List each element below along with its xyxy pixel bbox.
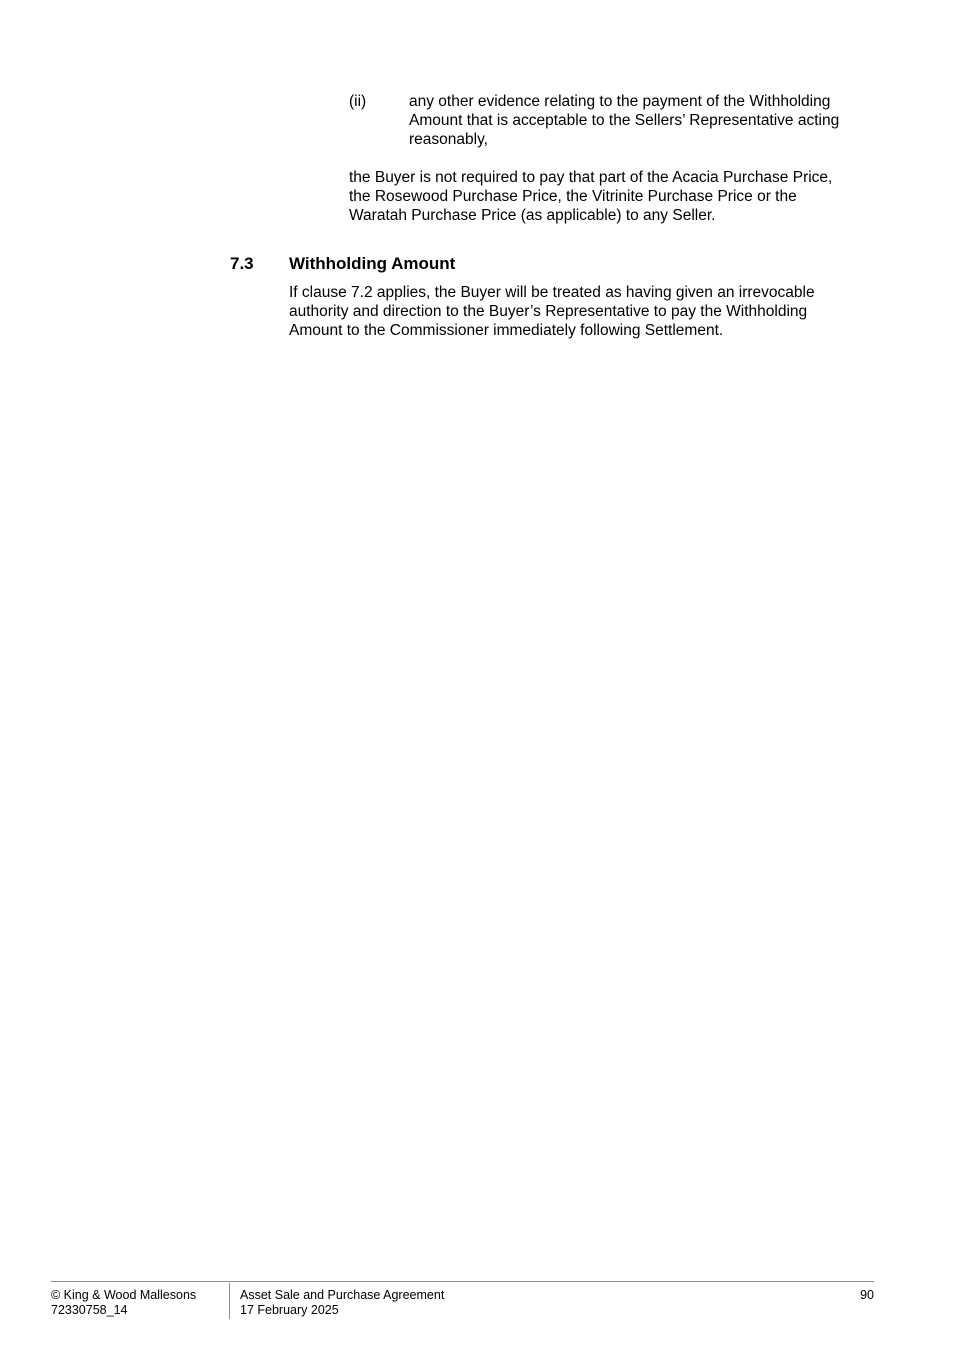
clause-body-line: Amount to the Commissioner immediately following Settlement. xyxy=(289,322,724,339)
clause-body xyxy=(289,283,869,340)
clause-number: 7.3 xyxy=(230,254,254,273)
footer-divider xyxy=(229,1283,230,1319)
clause-body-line: authority and direction to the Buyer’s Representative to pay the Withholding xyxy=(289,303,808,320)
sub-item-text xyxy=(409,92,879,149)
continuation-line: the Buyer is not required to pay that part of the Acacia Purchase Price, xyxy=(349,169,833,186)
sub-item-label: (ii) xyxy=(349,93,367,110)
continuation-line: the Rosewood Purchase Price, the Vitrinite Purchase Price or the xyxy=(349,188,797,205)
continuation-line: Waratah Purchase Price (as applicable) to any Seller. xyxy=(349,207,716,224)
continuation-paragraph xyxy=(349,168,879,225)
clause-heading: Withholding Amount xyxy=(289,254,456,273)
footer-doc-block xyxy=(240,1288,690,1318)
footer-doc-number: 72330758_14 xyxy=(51,1303,128,1317)
footer-doc-title: Asset Sale and Purchase Agreement xyxy=(240,1288,445,1302)
sub-item-line: any other evidence relating to the payment of the Withholding xyxy=(409,93,831,110)
footer-doc-date: 17 February 2025 xyxy=(240,1303,339,1317)
clause-body-line: If clause 7.2 applies, the Buyer will be treated as having given an irrevocable xyxy=(289,284,815,301)
footer-copyright: © King & Wood Mallesons xyxy=(51,1288,197,1302)
sub-item-line: Amount that is acceptable to the Sellers’ Representative acting xyxy=(409,112,840,129)
page-footer xyxy=(51,1281,874,1322)
page-number: 90 xyxy=(860,1288,874,1302)
footer-firm-block xyxy=(51,1288,226,1318)
sub-item-line: reasonably, xyxy=(409,131,488,148)
